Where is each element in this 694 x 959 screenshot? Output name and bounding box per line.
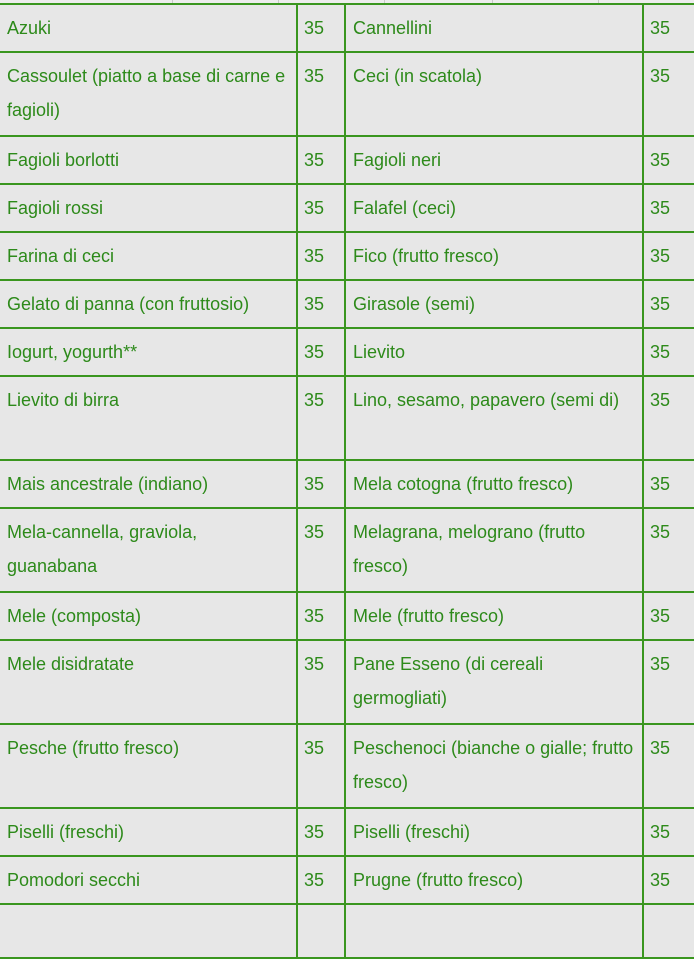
gi-value-cell: 35 [643, 328, 694, 376]
food-name-cell: Mais ancestrale (indiano) [0, 460, 297, 508]
table-row [0, 4, 694, 52]
table-row [0, 724, 694, 808]
empty-cell [297, 904, 345, 958]
gi-value-cell: 35 [643, 508, 694, 592]
glycemic-index-table [0, 3, 694, 959]
food-name-cell: Girasole (semi) [345, 280, 643, 328]
gi-value-cell: 35 [297, 376, 345, 460]
gi-value-cell: 35 [643, 232, 694, 280]
empty-cell [345, 904, 643, 958]
food-name-cell: Cannellini [345, 4, 643, 52]
food-name-cell: Lievito [345, 328, 643, 376]
food-name-cell: Pomodori secchi [0, 856, 297, 904]
table-row [0, 376, 694, 460]
table-row [0, 640, 694, 724]
gi-value-cell: 35 [297, 184, 345, 232]
food-name-cell: Mela cotogna (frutto fresco) [345, 460, 643, 508]
table-row [0, 808, 694, 856]
gi-value-cell: 35 [643, 460, 694, 508]
food-name-cell: Piselli (freschi) [345, 808, 643, 856]
gi-value-cell: 35 [297, 4, 345, 52]
food-name-cell: Ceci (in scatola) [345, 52, 643, 136]
food-name-cell: Fagioli rossi [0, 184, 297, 232]
gi-value-cell: 35 [297, 280, 345, 328]
empty-cell [643, 904, 694, 958]
gi-value-cell: 35 [297, 592, 345, 640]
table-row [0, 328, 694, 376]
table-row-partial [0, 904, 694, 958]
food-name-cell: Lino, sesamo, papavero (semi di) [345, 376, 643, 460]
gi-value-cell: 35 [643, 724, 694, 808]
food-name-cell: Mele (frutto fresco) [345, 592, 643, 640]
gi-value-cell: 35 [297, 640, 345, 724]
food-name-cell: Fagioli neri [345, 136, 643, 184]
table-row [0, 280, 694, 328]
gi-value-cell: 35 [297, 724, 345, 808]
gi-value-cell: 35 [643, 52, 694, 136]
gi-value-cell: 35 [643, 4, 694, 52]
food-name-cell: Peschenoci (bianche o gialle; frutto fresco) [345, 724, 643, 808]
gi-value-cell: 35 [297, 232, 345, 280]
gi-value-cell: 35 [643, 136, 694, 184]
table-row [0, 184, 694, 232]
food-name-cell: Farina di ceci [0, 232, 297, 280]
food-name-cell: Melagrana, melograno (frutto fresco) [345, 508, 643, 592]
gi-value-cell: 35 [643, 280, 694, 328]
table-row [0, 52, 694, 136]
gi-value-cell: 35 [297, 460, 345, 508]
gi-value-cell: 35 [297, 52, 345, 136]
food-name-cell: Iogurt, yogurth** [0, 328, 297, 376]
table-row [0, 232, 694, 280]
food-name-cell: Pane Esseno (di cereali germogliati) [345, 640, 643, 724]
table-row [0, 136, 694, 184]
empty-cell [0, 904, 297, 958]
gi-value-cell: 35 [297, 808, 345, 856]
food-name-cell: Azuki [0, 4, 297, 52]
gi-value-cell: 35 [643, 640, 694, 724]
table-row [0, 856, 694, 904]
gi-value-cell: 35 [297, 328, 345, 376]
gi-value-cell: 35 [297, 856, 345, 904]
gi-value-cell: 35 [297, 508, 345, 592]
table-row [0, 508, 694, 592]
food-name-cell: Gelato di panna (con fruttosio) [0, 280, 297, 328]
table-row [0, 460, 694, 508]
food-name-cell: Falafel (ceci) [345, 184, 643, 232]
food-name-cell: Fagioli borlotti [0, 136, 297, 184]
food-name-cell: Prugne (frutto fresco) [345, 856, 643, 904]
food-name-cell: Fico (frutto fresco) [345, 232, 643, 280]
food-name-cell: Piselli (freschi) [0, 808, 297, 856]
gi-value-cell: 35 [643, 592, 694, 640]
food-name-cell: Mele (composta) [0, 592, 297, 640]
food-name-cell: Mele disidratate [0, 640, 297, 724]
gi-value-cell: 35 [643, 376, 694, 460]
gi-value-cell: 35 [297, 136, 345, 184]
gi-value-cell: 35 [643, 856, 694, 904]
gi-value-cell: 35 [643, 808, 694, 856]
food-name-cell: Pesche (frutto fresco) [0, 724, 297, 808]
food-name-cell: Cassoulet (piatto a base di carne e fagioli) [0, 52, 297, 136]
table-row [0, 592, 694, 640]
table-body [0, 4, 694, 958]
gi-value-cell: 35 [643, 184, 694, 232]
food-name-cell: Lievito di birra [0, 376, 297, 460]
food-name-cell: Mela-cannella, graviola, guanabana [0, 508, 297, 592]
